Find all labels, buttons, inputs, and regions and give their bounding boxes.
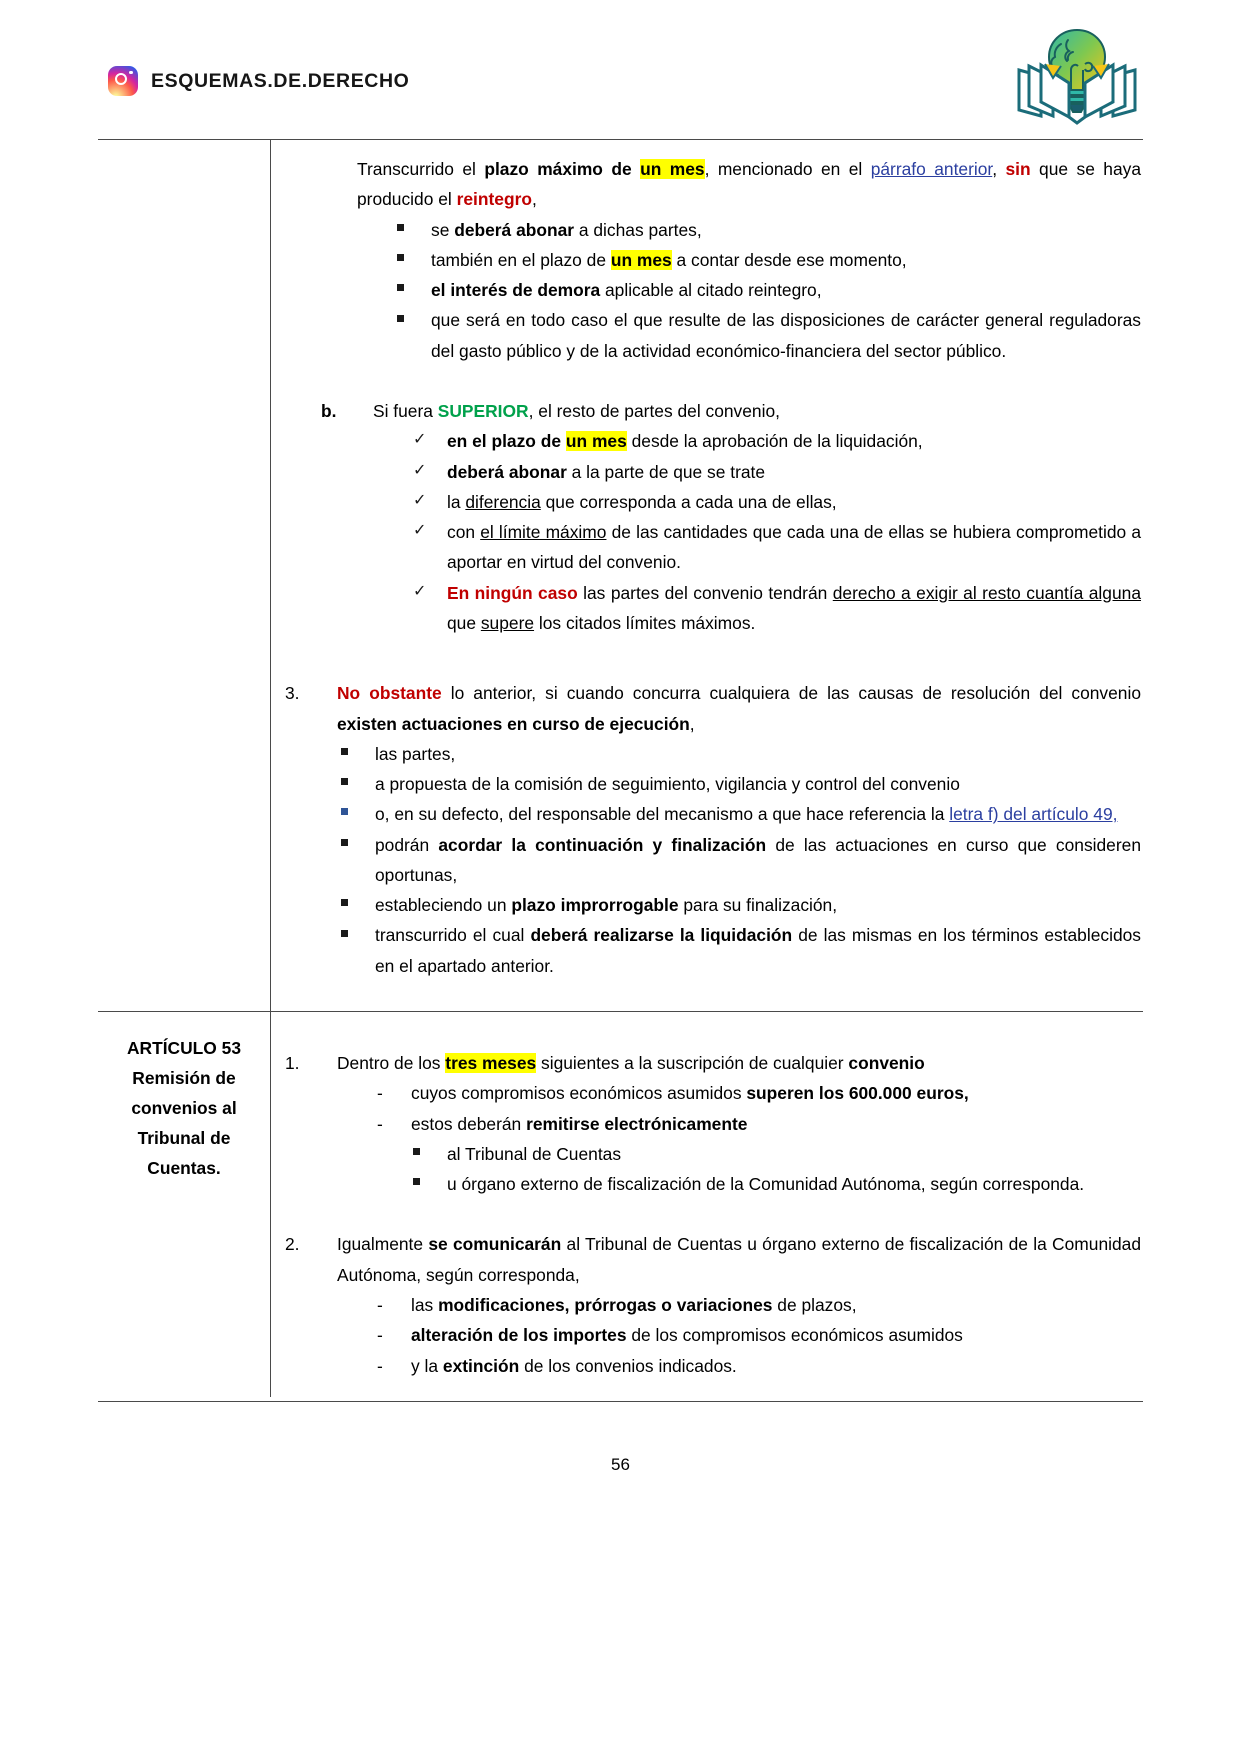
item-b-green-superior: SUPERIOR: [437, 400, 529, 421]
dash-bullet-icon: -: [377, 1325, 383, 1346]
intro-paragraph: [357, 154, 1141, 215]
bullet-text: o, en su defecto, del responsable del mecanismo a que hace referencia la letra f) del artículo 49,: [375, 804, 1118, 825]
intro-run-4: , mencionado en el: [704, 159, 871, 179]
bullet-text: estos deberán remitirse electrónicamente: [411, 1113, 748, 1134]
list-item-53-1: [285, 1048, 1141, 1199]
bullet-text: en el plazo de un mes desde la aprobación de la liquidación,: [447, 431, 923, 452]
square-bullet-icon: [337, 890, 375, 920]
bullet-text: las partes,: [375, 743, 456, 764]
intro-red-sin: sin: [1005, 159, 1031, 179]
list-item: [373, 1290, 1141, 1320]
article-52-content-cell: [270, 140, 1143, 1011]
page-header: [0, 0, 1241, 135]
link-parrafo-anterior[interactable]: párrafo anterior: [870, 159, 993, 179]
check-bullet-icon: ✓: [413, 431, 427, 449]
bullet-text: la diferencia que corresponda a cada una de ellas,: [447, 491, 837, 512]
square-bullet-icon: [393, 275, 431, 305]
page-number: 56: [611, 1455, 630, 1474]
list-item: [409, 1169, 1141, 1199]
bullet-text: En ningún caso las partes del convenio tendrán derecho a exigir al resto cuantía alguna que supere los citados límites máximos.: [447, 582, 1141, 633]
item-3-bullet-list: [337, 739, 1141, 981]
item-3-bold: existen actuaciones en curso de ejecución: [337, 713, 690, 734]
bullet-text: transcurrido el cual deberá realizarse la liquidación de las mismas en los términos establecidos en el apartado anterior.: [375, 925, 1141, 976]
bullet-text: y la extinción de los convenios indicados.: [411, 1355, 737, 1376]
item-b-lead-2: , el resto de partes del convenio,: [528, 400, 780, 421]
square-bullet-icon: [409, 1139, 447, 1169]
article-53-title-line: convenios al: [131, 1097, 237, 1118]
article-53-content-cell: [270, 1012, 1143, 1397]
square-bullet-icon: [337, 920, 375, 950]
item-marker-b: b.: [321, 400, 337, 421]
item-3-lead-end: ,: [689, 713, 695, 734]
bullet-text: estableciendo un plazo improrrogable para su finalización,: [375, 895, 838, 916]
item-53-1-square-list: [337, 1139, 1141, 1200]
bullet-text: se deberá abonar a dichas partes,: [431, 219, 702, 240]
list-item: [373, 1109, 1141, 1139]
intro-run-6: ,: [992, 159, 1006, 179]
square-bullet-icon: [393, 305, 431, 335]
list-item-b: [285, 396, 1141, 638]
square-bullet-icon: [393, 215, 431, 245]
bullet-text: deberá abonar a la parte de que se trate: [447, 461, 766, 482]
item-53-1-bold-end: convenio: [848, 1053, 925, 1074]
list-item: [409, 457, 1141, 487]
check-bullet-icon: ✓: [413, 522, 427, 540]
square-bullet-blue-icon: [337, 799, 375, 829]
item-53-2-lead: [337, 1229, 1141, 1290]
item-3-red-no-obstante: No obstante: [337, 683, 442, 704]
item-3-lead: [337, 678, 1141, 739]
item-marker-2: 2.: [285, 1234, 300, 1255]
list-item: [409, 487, 1141, 517]
list-item: [393, 305, 1141, 366]
table-row-article-52-cont: [98, 139, 1143, 1011]
check-bullet-icon: ✓: [413, 582, 427, 600]
list-item: [409, 1139, 1141, 1169]
item-marker-1: 1.: [285, 1053, 300, 1074]
bullet-text: u órgano externo de fiscalización de la Comunidad Autónoma, según corresponda.: [447, 1174, 1085, 1195]
bullet-text: que será en todo caso el que resulte de las disposiciones de carácter general reguladoras del gasto público y de la actividad económico-financiera del sector público.: [431, 310, 1141, 361]
intro-run-1: Transcurrido el: [357, 159, 485, 179]
square-bullet-icon: [337, 739, 375, 769]
brand-block: [108, 66, 409, 96]
link-letra-f-articulo-49[interactable]: letra f) del artículo 49,: [949, 804, 1118, 825]
article-53-title-line: ARTÍCULO 53: [126, 1038, 242, 1059]
instagram-icon: [108, 66, 138, 96]
list-item: [373, 1078, 1141, 1108]
list-item: [373, 1351, 1141, 1381]
square-bullet-icon: [409, 1169, 447, 1199]
dash-bullet-icon: -: [377, 1295, 383, 1315]
article-53-label-cell: [98, 1012, 270, 1397]
lightbulb-brain-book-logo: [1011, 22, 1143, 130]
list-item: [337, 799, 1141, 829]
dash-bullet-icon: -: [377, 1355, 383, 1376]
table-row-article-53: [98, 1011, 1143, 1397]
list-item: [393, 215, 1141, 245]
list-item: [337, 920, 1141, 981]
list-item: [337, 769, 1141, 799]
list-item: [373, 1320, 1141, 1350]
list-item: [409, 517, 1141, 578]
bullet-text: al Tribunal de Cuentas: [447, 1143, 622, 1164]
square-bullet-icon: [393, 245, 431, 275]
bullet-text: las modificaciones, prórrogas o variaciones de plazos,: [411, 1295, 857, 1315]
article-53-title-line: Cuentas.: [147, 1157, 221, 1178]
dash-bullet-icon: -: [377, 1083, 383, 1104]
dash-bullet-icon: -: [377, 1113, 383, 1134]
list-item-3: [285, 678, 1141, 981]
item-b-lead: [373, 396, 1141, 426]
bullet-text: con el límite máximo de las cantidades que cada una de ellas se hubiera comprometido a aportar en virtud del convenio.: [447, 522, 1142, 573]
list-item: [393, 245, 1141, 275]
bullet-text: a propuesta de la comisión de seguimiento, vigilancia y control del convenio: [375, 774, 960, 795]
item-53-2-post: al Tribunal de Cuentas u órgano externo de fiscalización de la Comunidad Autónoma, según corresponda,: [337, 1234, 1141, 1285]
highlight-tres-meses: tres meses: [445, 1053, 537, 1074]
item-53-1-pre: Dentro de los: [337, 1053, 446, 1074]
bullet-text: cuyos compromisos económicos asumidos superen los 600.000 euros,: [411, 1083, 969, 1104]
intro-run-8: que se haya producido el: [357, 159, 1141, 210]
item-53-2-dash-list: [337, 1290, 1141, 1381]
list-item: [337, 830, 1141, 891]
item-b-check-list: [373, 426, 1141, 638]
article-label-cell-empty: [98, 140, 270, 1011]
item-53-2-pre: Igualmente: [337, 1234, 429, 1255]
item-3-lead-rest: lo anterior, si cuando concurra cualquiera de las causas de resolución del convenio: [441, 683, 1142, 704]
list-item-53-2: [285, 1229, 1141, 1380]
intro-run-10: ,: [531, 189, 537, 210]
square-bullet-icon: [337, 769, 375, 799]
item-53-1-dash-list: [337, 1078, 1141, 1139]
article-53-title-line: Tribunal de: [137, 1127, 231, 1148]
bullet-text: también en el plazo de un mes a contar desde ese momento,: [431, 249, 907, 270]
article-53-title: [104, 1034, 264, 1184]
intro-bullet-list: [357, 215, 1141, 366]
list-item: [409, 426, 1141, 456]
item-53-2-bold: se comunicarán: [428, 1234, 562, 1255]
list-item: [337, 739, 1141, 769]
item-53-1-post: siguientes a la suscripción de cualquier: [536, 1053, 849, 1074]
item-marker-3: 3.: [285, 683, 300, 704]
list-item: [393, 275, 1141, 305]
bullet-text: alteración de los importes de los compromisos económicos asumidos: [411, 1325, 963, 1346]
check-bullet-icon: ✓: [413, 461, 427, 479]
document-table: [98, 139, 1143, 1402]
item-53-1-lead: [337, 1048, 1141, 1078]
intro-highlight-un-mes: un mes: [640, 159, 705, 179]
list-item: [409, 578, 1141, 639]
square-bullet-icon: [337, 830, 375, 860]
list-item: [337, 890, 1141, 920]
bullet-text: el interés de demora aplicable al citado reintegro,: [431, 280, 822, 301]
intro-red-reintegro: reintegro: [456, 189, 532, 210]
item-b-lead-1: Si fuera: [373, 400, 438, 421]
brand-handle: ESQUEMAS.DE.DERECHO: [151, 69, 410, 92]
bullet-text: podrán acordar la continuación y finalización de las actuaciones en curso que consideren oportunas,: [375, 834, 1141, 885]
check-bullet-icon: ✓: [413, 491, 427, 509]
intro-run-bold: plazo máximo de: [484, 159, 641, 179]
table-bottom-border: [98, 1401, 1143, 1402]
article-53-title-line: Remisión de: [132, 1067, 236, 1088]
